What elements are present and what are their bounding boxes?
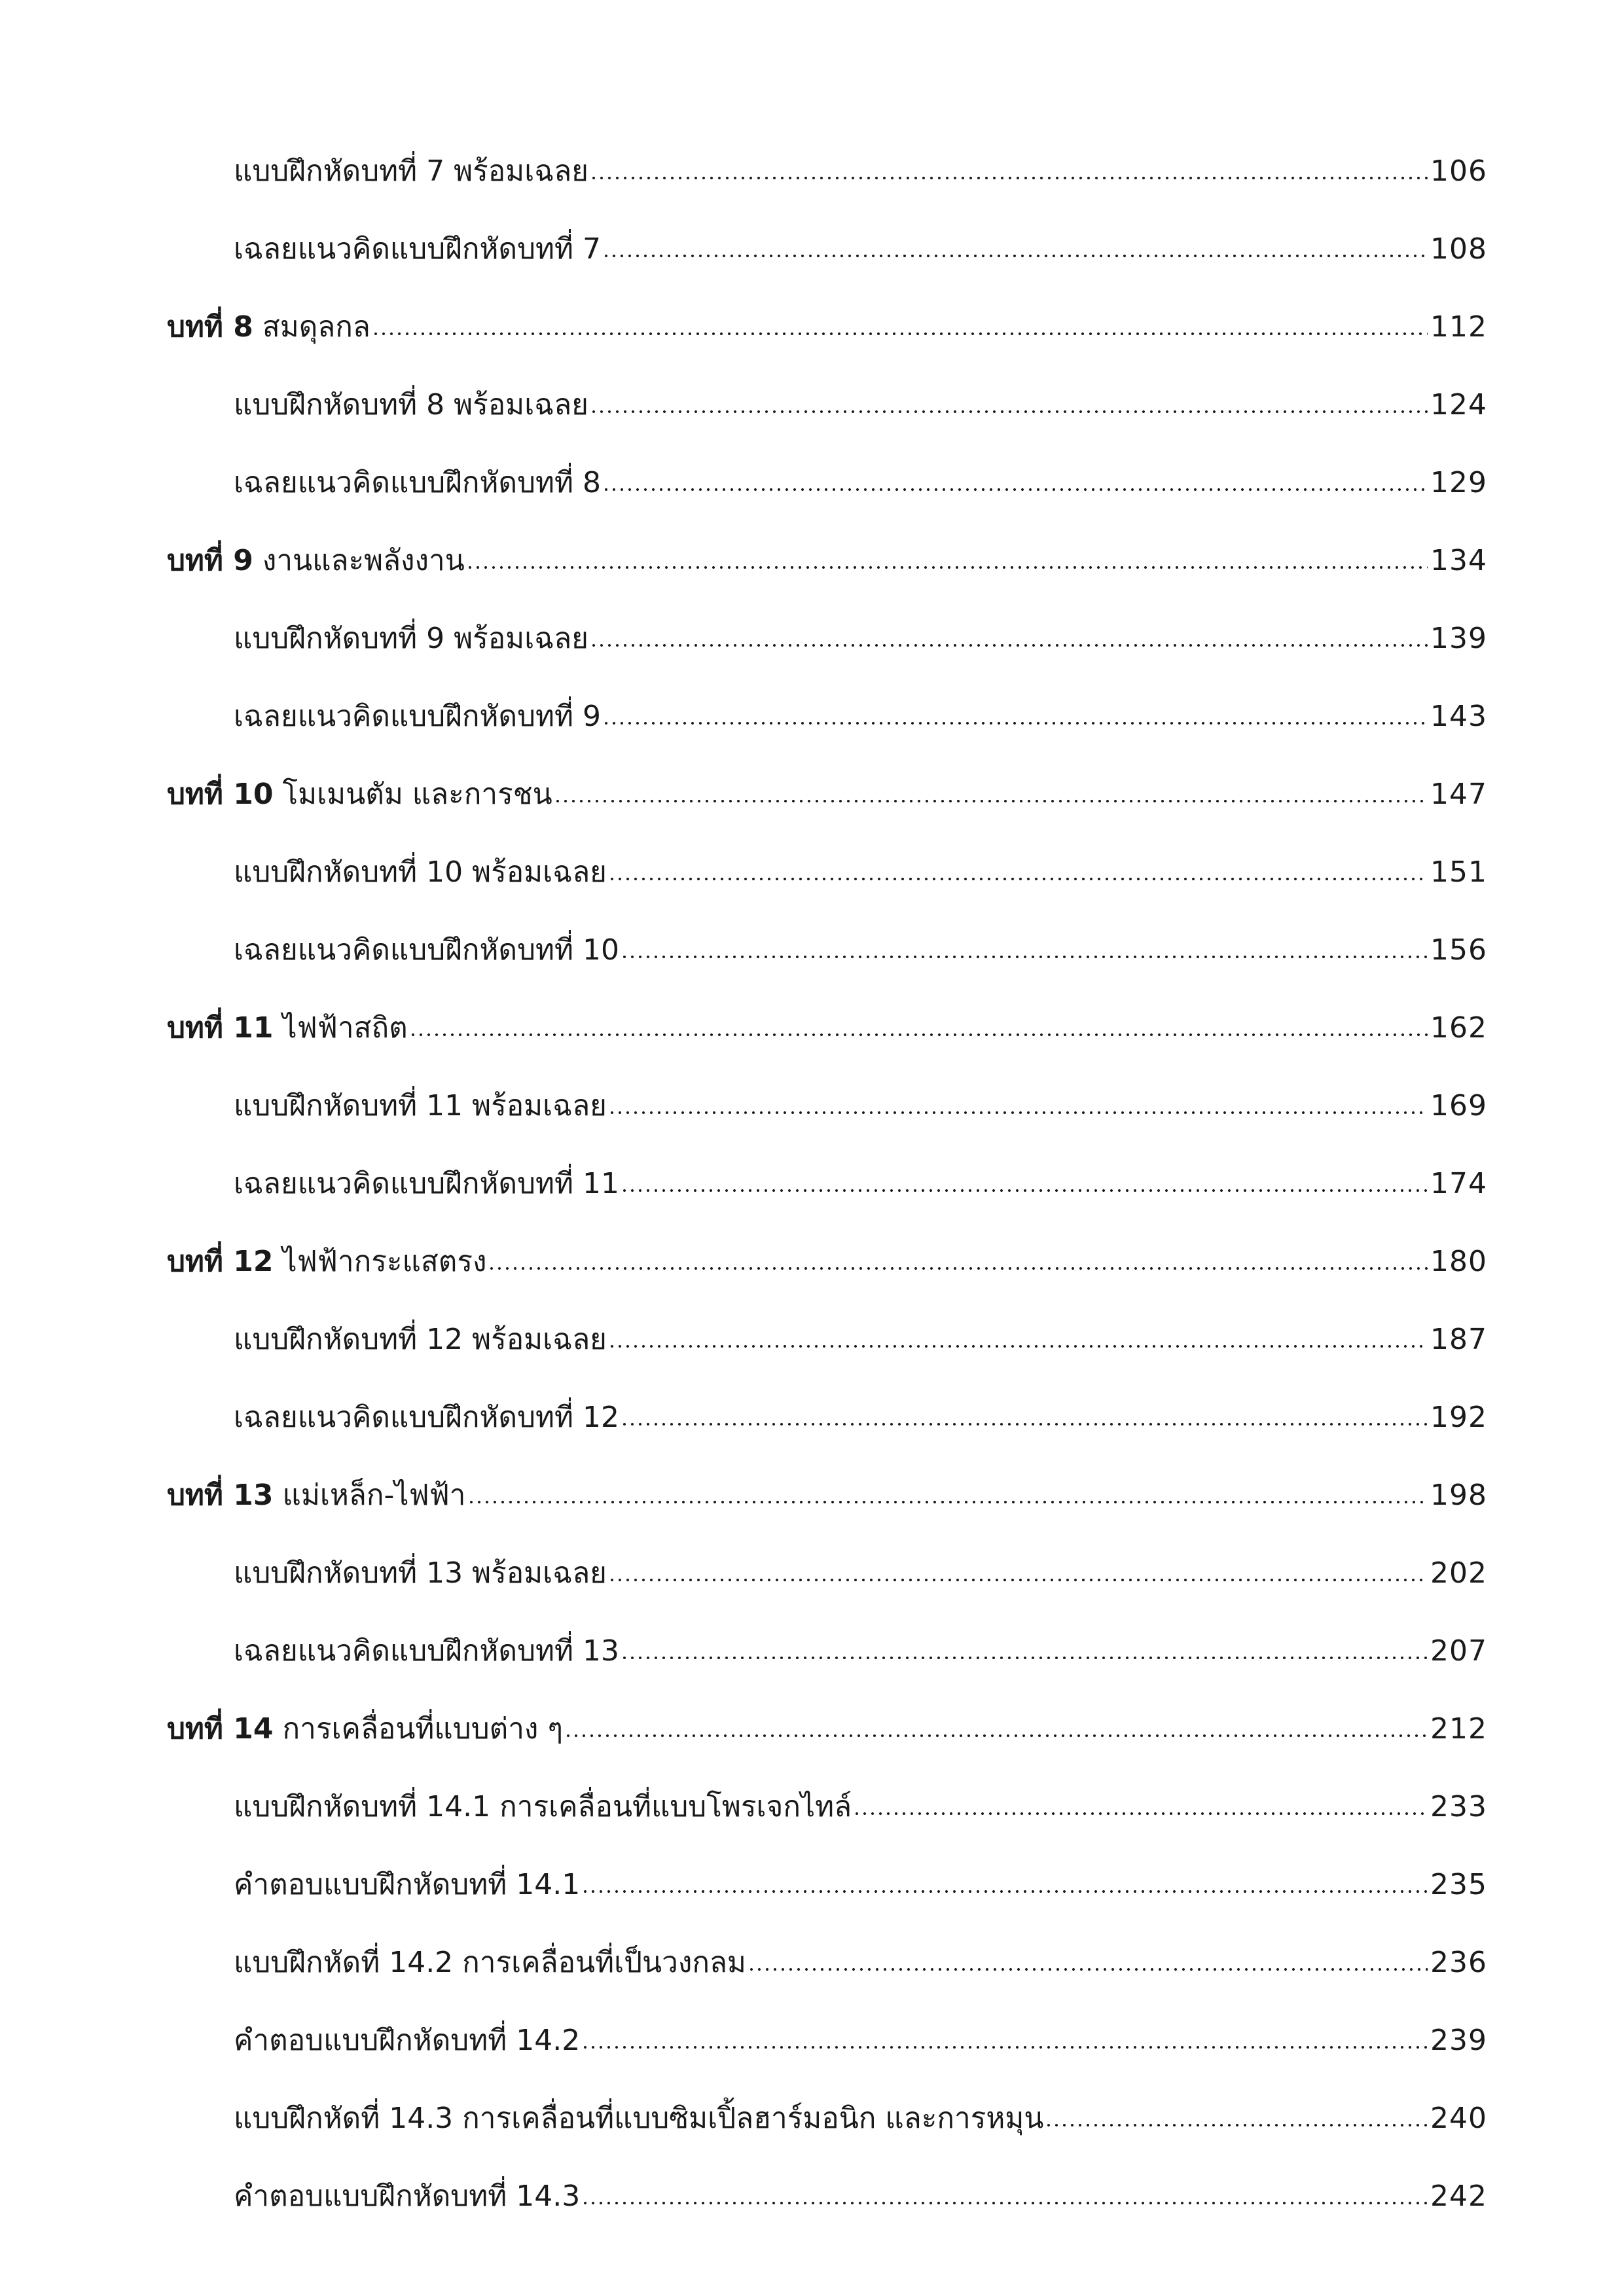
toc-line[interactable] [0, 1826, 1624, 1905]
entry-title: เฉลยแนวคิดแบบฝึกหัดบทที่ 9 [234, 700, 602, 733]
page-number: 187 [1430, 1323, 1487, 1356]
toc-line[interactable] [0, 814, 1624, 892]
entry-title [167, 1009, 408, 1048]
toc-entry [234, 1865, 1487, 1905]
dot-leader [602, 255, 1428, 257]
dot-leader [602, 722, 1428, 725]
chapter-number: บทที่ 10 [167, 778, 274, 811]
page-number: 147 [1430, 778, 1487, 811]
toc-entry [234, 463, 1487, 503]
entry-title [167, 541, 465, 581]
toc-line[interactable] [0, 2138, 1624, 2216]
dot-leader [590, 644, 1428, 647]
toc-entry [234, 697, 1487, 736]
dot-leader [564, 1734, 1428, 1737]
chapter-title: ไฟฟ้าสถิต [273, 1011, 408, 1045]
page-number: 151 [1430, 855, 1487, 889]
chapter-title: ไฟฟ้ากระแสตรง [273, 1245, 487, 1278]
toc-line-chapter[interactable] [0, 1670, 1624, 1749]
toc-line[interactable] [0, 1904, 1624, 1982]
dot-leader [748, 1968, 1428, 1971]
dot-leader [621, 1657, 1428, 1659]
dot-leader [581, 1890, 1428, 1893]
dot-leader [372, 332, 1428, 335]
page-number: 174 [1430, 1167, 1487, 1200]
entry-title: คำตอบแบบฝึกหัดบทที่ 14.1 [234, 1868, 581, 1901]
toc-entry [234, 230, 1487, 269]
dot-leader [554, 800, 1428, 802]
toc-entry [234, 1320, 1487, 1359]
entry-title: คำตอบแบบฝึกหัดบทที่ 14.2 [234, 2024, 581, 2057]
dot-leader [608, 1345, 1428, 1348]
dot-leader [608, 1579, 1428, 1581]
toc-entry [167, 541, 1487, 581]
chapter-title: แม่เหล็ก-ไฟฟ้า [273, 1479, 466, 1512]
chapter-number: บทที่ 14 [167, 1712, 274, 1746]
entry-title: แบบฝึกหัดบทที่ 11 พร้อมเฉลย [234, 1089, 607, 1122]
dot-leader [466, 566, 1428, 569]
page-number: 129 [1430, 466, 1487, 499]
page-number: 106 [1430, 154, 1487, 188]
page-number: 143 [1430, 700, 1487, 733]
page-number: 239 [1430, 2024, 1487, 2057]
toc-entry [167, 1710, 1487, 1749]
toc-line-chapter[interactable] [0, 1203, 1624, 1282]
entry-title: แบบฝึกหัดบทที่ 7 พร้อมเฉลย [234, 154, 588, 188]
entry-title [167, 1242, 486, 1282]
chapter-title: การเคลื่อนที่แบบต่าง ๆ [273, 1712, 564, 1746]
chapter-title: โมเมนตัม และการชน [273, 778, 552, 811]
page-number: 242 [1430, 2179, 1487, 2213]
toc-line[interactable] [0, 891, 1624, 970]
toc-entry [167, 1009, 1487, 1048]
toc-entry [234, 1086, 1487, 1126]
toc-entry [234, 853, 1487, 892]
entry-title: แบบฝึกหัดที่ 14.3 การเคลื่อนที่แบบซิมเปิ้ลฮาร์มอนิก และการหมุน [234, 2102, 1044, 2135]
toc-line[interactable] [0, 346, 1624, 425]
entry-title: เฉลยแนวคิดแบบฝึกหัดบทที่ 8 [234, 466, 602, 499]
toc-entry [234, 386, 1487, 425]
chapter-number: บทที่ 8 [167, 310, 253, 344]
toc-line-chapter[interactable] [0, 736, 1624, 814]
dot-leader [853, 1812, 1428, 1815]
page-number: 212 [1430, 1712, 1487, 1746]
dot-leader [621, 956, 1428, 958]
page-number: 162 [1430, 1011, 1487, 1045]
dot-leader [467, 1501, 1428, 1503]
page-number: 124 [1430, 388, 1487, 422]
dot-leader [409, 1033, 1428, 1036]
dot-leader [590, 177, 1428, 179]
entry-title: เฉลยแนวคิดแบบฝึกหัดบทที่ 11 [234, 1167, 620, 1200]
entry-title [167, 308, 370, 347]
toc-entry [234, 2177, 1487, 2216]
toc-line[interactable] [0, 580, 1624, 658]
toc-line-chapter[interactable] [0, 1437, 1624, 1515]
toc-entry [234, 1787, 1487, 1827]
page-number: 236 [1430, 1946, 1487, 1979]
toc-line[interactable] [0, 424, 1624, 503]
page-number: 180 [1430, 1245, 1487, 1278]
entry-title: แบบฝึกหัดที่ 14.2 การเคลื่อนที่เป็นวงกลม [234, 1946, 746, 1979]
entry-title: เฉลยแนวคิดแบบฝึกหัดบทที่ 10 [234, 933, 620, 967]
toc-entry [234, 619, 1487, 658]
dot-leader [1045, 2124, 1428, 2126]
toc-line[interactable] [0, 190, 1624, 269]
dot-leader [621, 1189, 1428, 1192]
toc-line[interactable] [0, 1515, 1624, 1593]
toc-line[interactable] [0, 1592, 1624, 1671]
entry-title [167, 1710, 563, 1749]
toc-line-chapter[interactable] [0, 268, 1624, 347]
toc-entry [234, 1943, 1487, 1982]
toc-line[interactable] [0, 1359, 1624, 1437]
chapter-number: บทที่ 11 [167, 1011, 274, 1045]
entry-title: แบบฝึกหัดบทที่ 10 พร้อมเฉลย [234, 855, 607, 889]
page-number: 207 [1430, 1634, 1487, 1668]
entry-title: คำตอบแบบฝึกหัดบทที่ 14.3 [234, 2179, 581, 2213]
toc-entry [234, 931, 1487, 970]
entry-title: แบบฝึกหัดบทที่ 12 พร้อมเฉลย [234, 1323, 607, 1356]
toc-line[interactable] [0, 1748, 1624, 1827]
dot-leader [621, 1423, 1428, 1426]
chapter-number: บทที่ 9 [167, 544, 253, 577]
page-number: 169 [1430, 1089, 1487, 1122]
dot-leader [581, 2202, 1428, 2204]
dot-leader [608, 878, 1428, 880]
page-number: 112 [1430, 310, 1487, 344]
page-number: 202 [1430, 1556, 1487, 1590]
page-number: 134 [1430, 544, 1487, 577]
toc-entry [234, 1398, 1487, 1437]
dot-leader [608, 1111, 1428, 1114]
toc-line[interactable] [0, 1125, 1624, 1204]
page-number: 156 [1430, 933, 1487, 967]
page-number: 192 [1430, 1401, 1487, 1434]
dot-leader [602, 488, 1428, 491]
entry-title: เฉลยแนวคิดแบบฝึกหัดบทที่ 12 [234, 1401, 620, 1434]
toc-entry [167, 1242, 1487, 1282]
toc-line[interactable] [0, 1047, 1624, 1126]
chapter-number: บทที่ 13 [167, 1479, 274, 1512]
entry-title: เฉลยแนวคิดแบบฝึกหัดบทที่ 7 [234, 232, 602, 266]
entry-title: แบบฝึกหัดบทที่ 8 พร้อมเฉลย [234, 388, 588, 422]
chapter-title: สมดุลกล [253, 310, 370, 344]
page-number: 240 [1430, 2102, 1487, 2135]
toc-line[interactable] [0, 658, 1624, 736]
chapter-title: งานและพลังงาน [253, 544, 465, 577]
toc-line-chapter[interactable] [0, 502, 1624, 581]
entry-title [167, 775, 552, 814]
toc-line[interactable] [0, 113, 1624, 191]
entry-title: แบบฝึกหัดบทที่ 13 พร้อมเฉลย [234, 1556, 607, 1590]
toc-entry [234, 1164, 1487, 1204]
entry-title: เฉลยแนวคิดแบบฝึกหัดบทที่ 13 [234, 1634, 620, 1668]
dot-leader [581, 2046, 1428, 2049]
page-number: 139 [1430, 622, 1487, 655]
chapter-number: บทที่ 12 [167, 1245, 274, 1278]
toc-entry [167, 775, 1487, 814]
toc-line[interactable] [0, 1281, 1624, 1359]
page-number: 235 [1430, 1868, 1487, 1901]
page-number: 198 [1430, 1479, 1487, 1512]
toc-entry [234, 152, 1487, 191]
toc-line[interactable] [0, 2060, 1624, 2138]
entry-title: แบบฝึกหัดบทที่ 14.1 การเคลื่อนที่แบบโพรเจกไทล์ [234, 1790, 852, 1823]
toc-line-chapter[interactable] [0, 969, 1624, 1048]
page-number: 108 [1430, 232, 1487, 266]
toc-line[interactable] [0, 1982, 1624, 2060]
toc-entry [167, 308, 1487, 347]
toc-entry [234, 2021, 1487, 2060]
entry-title [167, 1476, 466, 1515]
dot-leader [488, 1267, 1428, 1270]
toc-entry [234, 1632, 1487, 1671]
toc-entry [234, 1554, 1487, 1593]
dot-leader [590, 410, 1428, 413]
entry-title: แบบฝึกหัดบทที่ 9 พร้อมเฉลย [234, 622, 588, 655]
toc-entry [167, 1476, 1487, 1515]
toc-entry [234, 2099, 1487, 2138]
page-number: 233 [1430, 1790, 1487, 1823]
